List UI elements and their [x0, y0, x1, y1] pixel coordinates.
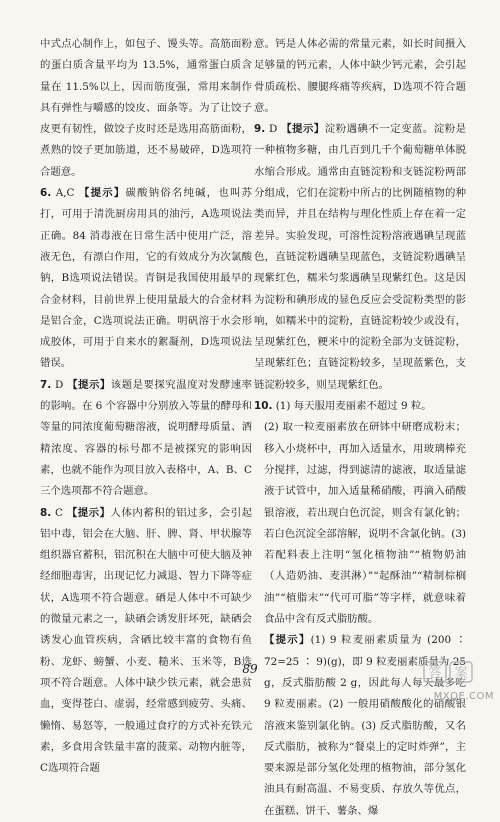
item-text: 淀粉遇碘不一定变蓝。淀粉是一种植物多糖，由几百到几千个葡萄糖单体脱水缩合形成。通常由直链淀粉和支链淀粉两部分组成，它们在淀粉中所占的比例随植物的种类而异，并且在结构与理化性质上存在着一定差异。实验发现，可溶性淀粉溶液遇碘呈现蓝色，直链淀粉遇碘呈现蓝色，支链淀粉遇碘呈现紫红色，糯米匀浆遇碘呈现紫红色。这是因为淀粉和碘形成的显色反应会受淀粉类型的影响，如糯米中的淀粉，直链淀粉较少或没有，呈现紫红色，粳米中的淀粉全部为支链淀粉，呈现紫红色；直链淀粉较多，呈现蓝紫色，支链淀粉较多，则呈现紫红色。 — [254, 123, 467, 391]
question-number: 7. — [40, 378, 52, 391]
paragraph: 中式点心制作上，如包子、馒头等。高筋面粉的蛋白质含量平均为 13.5%，通常蛋白质含量在 11.5%以上，因而筋度强，常用来制作具有弹性与嚼感的饺皮、面条等。为了让饺子皮更有韧性，做饺子皮时还是选用高筋面粉，煮熟的饺子更加筋道，还不易破碎，D选项符合题意。 — [40, 38, 252, 178]
watermark-text: MXQE.COM — [433, 691, 494, 702]
hint-tag: 【提示】 — [281, 123, 325, 136]
question-number: 8. — [40, 506, 52, 519]
item-text: (1) 9 粒麦丽素质量为 (200 ∶ 72=25 ∶ 9)(g)，即 9 粒麦丽素质量为 25 g，反式脂肪酸 2 g，因此每人每天最多吃 9 粒麦丽素。(2) 一般用硝酸酸化的硝酸银溶液来鉴别氯化钠。(3) 反式脂肪酸，又名反式脂肪，被称为“餐桌上的定时炸弹”，主要来源是部分氢化处理的植物油，部分氢化油具有耐高温、不易变质、存放久等优点，在蛋糕、饼干、薯条、爆 — [264, 634, 467, 817]
answer-letter: C — [55, 506, 63, 519]
answer-item — [254, 396, 466, 417]
question-number: 9. — [254, 123, 266, 136]
answer-item — [40, 183, 252, 375]
answer-letter: A,C — [55, 187, 75, 200]
answer-letter: D — [55, 378, 64, 391]
svg-text:答: 答 — [428, 666, 442, 681]
page-number: 89 — [242, 662, 258, 676]
answer-item — [254, 119, 466, 396]
answer-letter: D — [269, 123, 278, 136]
item-text: 人体内蓄积的铝过多，会引起铝中毒，铝会在大脑、肝、脾、肾、甲状腺等组织器官蓄积，铝沉积在大脑中可使大脑及神经细胞毒害，出现记忆力减退、智力下降等症状，A选项不符合题意。硒是人体中不可缺少的微量元素之一，缺硒会诱发肝坏死，缺硒会诱发心血管疾病，含硒比较丰富的食物有鱼粉、龙虾、螃蟹、小麦、糙米、玉米等，B选项不符合题意。人体中缺少铁元素，就会患贫血，变得苍白、虚弱，经常感到疲劳、头痛、懒惰、易怒等，一般通过食疗的方式补充铁元素，多食用含铁量丰富的菠菜、动物内脏等，C选项符合题 — [40, 506, 253, 775]
question-number: 10. — [254, 400, 273, 413]
question-number: 6. — [40, 187, 52, 200]
hint-tag: 【提示】 — [264, 634, 311, 647]
hint-tag: 【提示】 — [66, 506, 111, 519]
item-text: 碳酸钠俗名纯碱，也叫苏打，可用于清洗厨房用具的油污，A选项说法正确。84 消毒液在日常生活中使用广泛，溶液无色，有漂白作用，它的有效成分为次氯酸钠，B选项说法错误。青铜是我国使用最早的合金材料，目前世界上使用量最大的合金材料是铝合金，C选项说法正确。明矾溶于水会形成胶体，可用于自来水的絮凝剂，D选项说法错误。 — [40, 187, 252, 370]
svg-text:案: 案 — [454, 666, 468, 681]
paragraph: 意。钙是人体必需的常量元素，如长时间摄入足够量的钙元素，人体中缺少钙元素，会引起骨质疏松、腰腿疼痛等疾病，D选项不符合题意。 — [254, 38, 466, 114]
answer-item — [40, 375, 252, 503]
item-text: (1) 每天服用麦丽素不超过 9 粒。 — [275, 400, 432, 413]
hint-tag: 【提示】 — [67, 378, 111, 391]
paragraph: (2) 取一粒麦丽素放在研钵中研磨成粉末；移入小烧杯中，再加入适量水，用玻璃棒充分搅拌，过滤，得到滤清的滤液，取适量滤液于试管中，加入适量稀硝酸，再滴入硝酸银溶液，若出现白色沉淀，则含有氯化钠；若白色沉淀全部溶解，说明不含氯化钠。(3) 若配料表上注明“氢化植物油”“植物奶油（人造奶油、麦淇淋）”“起酥油”“精制棕榈油”“植脂末”“代可可脂”等字样，就意味着食品中含有反式脂肪酸。 — [264, 421, 466, 626]
answer-item — [40, 503, 252, 780]
hint-tag: 【提示】 — [79, 187, 126, 200]
item-text: 该题是要探究温度对发酵速率的影响。在 6 个容器中分别放入等量的酵母和等量的同浓度葡萄糖溶液，说明酵母质量、酒精浓度、容器的标号都不是被探究的影响因素，也就不能作为项目放入表格中，A、B、C 三个选项都不符合题意。 — [40, 378, 253, 498]
